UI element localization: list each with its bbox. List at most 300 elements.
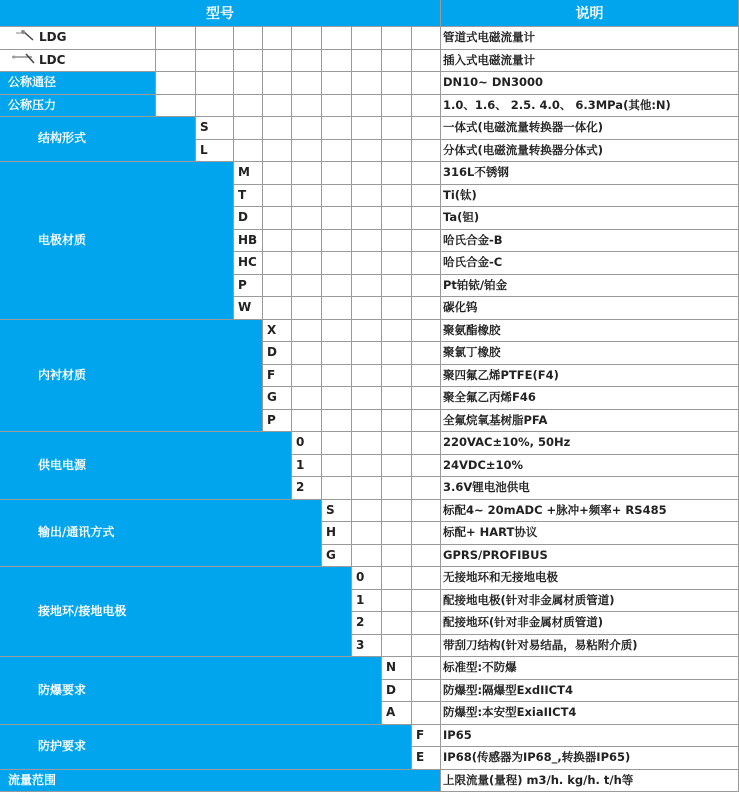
model-row-ldc	[0, 49, 155, 72]
grid-line-v	[411, 454, 412, 477]
grid-line-v	[411, 139, 412, 162]
grid-line-v	[411, 499, 412, 522]
grid-line-v	[321, 229, 322, 252]
grid-line-v	[440, 386, 441, 409]
group-label: 接地环/接地电极	[0, 566, 351, 656]
grid-line-v	[411, 341, 412, 364]
grid-line-v	[440, 431, 441, 454]
group-label: 供电电源	[0, 431, 291, 499]
option-description: 碳化钨	[443, 300, 478, 315]
grid-line-v	[411, 611, 412, 634]
grid-line-h	[291, 476, 739, 477]
description-header: 说明	[440, 0, 739, 26]
grid-line-v	[440, 746, 441, 769]
option-code[interactable]: E	[411, 746, 440, 769]
grid-line-v	[440, 341, 441, 364]
grid-line-h	[262, 341, 739, 342]
grid-line-h	[0, 724, 739, 725]
grid-line-v	[321, 251, 322, 274]
grid-line-v	[321, 364, 322, 387]
option-code[interactable]: D	[381, 679, 440, 702]
option-description: 24VDC±10%	[443, 457, 524, 472]
grid-line-v	[440, 296, 441, 319]
grid-line-v	[321, 341, 322, 364]
option-code[interactable]: HC	[233, 251, 440, 274]
grid-line-v	[381, 71, 382, 94]
model-code: LDG	[39, 30, 67, 45]
grid-line-v	[411, 206, 412, 229]
grid-line-h	[0, 769, 739, 770]
grid-line-v	[321, 139, 322, 162]
option-description: 聚氨酯橡胶	[443, 322, 501, 337]
option-description: 上限流量(量程) m3/h. kg/h. t/h等	[443, 772, 634, 787]
grid-line-v	[351, 229, 352, 252]
grid-line-v	[411, 184, 412, 207]
group-label: 结构形式	[0, 116, 195, 161]
grid-line-h	[0, 566, 739, 567]
model-code: LDC	[39, 52, 66, 67]
grid-line-v	[351, 184, 352, 207]
grid-line-v	[411, 566, 412, 589]
grid-line-v	[440, 589, 441, 612]
grid-line-v	[440, 116, 441, 139]
grid-line-v	[291, 229, 292, 252]
grid-line-v	[155, 94, 156, 117]
grid-line-v	[411, 634, 412, 657]
grid-line-v	[381, 116, 382, 139]
grid-line-v	[411, 94, 412, 117]
grid-line-v	[440, 364, 441, 387]
grid-line-v	[440, 476, 441, 499]
grid-line-v	[381, 499, 382, 522]
grid-line-v	[155, 26, 156, 49]
grid-line-v	[381, 544, 382, 567]
grid-line-v	[262, 49, 263, 72]
grid-line-v	[233, 49, 234, 72]
option-code[interactable]: L	[195, 139, 440, 162]
grid-line-v	[321, 296, 322, 319]
grid-line-v	[440, 274, 441, 297]
grid-line-v	[195, 71, 196, 94]
grid-line-h	[0, 26, 739, 27]
grid-line-v	[155, 49, 156, 72]
grid-line-v	[351, 139, 352, 162]
grid-line-v	[381, 206, 382, 229]
grid-line-h	[0, 71, 739, 72]
grid-line-v	[262, 274, 263, 297]
group-label: 防爆要求	[0, 656, 381, 724]
grid-line-v	[440, 454, 441, 477]
option-code[interactable]: HB	[233, 229, 440, 252]
grid-line-v	[381, 341, 382, 364]
grid-line-v	[381, 476, 382, 499]
group-label: 公称通径	[0, 71, 155, 94]
grid-line-v	[411, 26, 412, 49]
grid-line-v	[262, 116, 263, 139]
grid-line-v	[262, 71, 263, 94]
grid-line-v	[411, 476, 412, 499]
grid-line-v	[381, 611, 382, 634]
grid-line-v	[262, 26, 263, 49]
group-label: 电极材质	[0, 161, 233, 319]
grid-line-v	[381, 364, 382, 387]
group-label: 公称压力	[0, 94, 155, 117]
grid-line-v	[351, 476, 352, 499]
grid-line-v	[440, 656, 441, 679]
grid-line-v	[440, 769, 441, 792]
grid-line-v	[440, 701, 441, 724]
option-code[interactable]: P	[262, 409, 440, 432]
grid-line-v	[291, 161, 292, 184]
grid-line-v	[440, 71, 441, 94]
group-label: 内衬材质	[0, 319, 262, 432]
option-code[interactable]: S	[321, 499, 440, 522]
option-code[interactable]: D	[262, 341, 440, 364]
option-description: GPRS/PROFIBUS	[443, 547, 548, 562]
grid-line-v	[321, 454, 322, 477]
option-description: 哈氏合金-B	[443, 232, 503, 247]
option-description: 标准型:不防爆	[443, 660, 517, 675]
grid-line-v	[411, 679, 412, 702]
option-code[interactable]: S	[195, 116, 440, 139]
grid-line-v	[351, 431, 352, 454]
grid-line-v	[440, 0, 441, 26]
grid-line-v	[411, 701, 412, 724]
grid-line-v	[351, 364, 352, 387]
grid-line-v	[351, 251, 352, 274]
option-code[interactable]: 0	[291, 431, 440, 454]
grid-line-v	[291, 364, 292, 387]
grid-line-v	[233, 26, 234, 49]
grid-line-v	[351, 296, 352, 319]
grid-line-v	[321, 274, 322, 297]
grid-line-v	[291, 184, 292, 207]
option-code[interactable]: F	[262, 364, 440, 387]
grid-line-v	[440, 26, 441, 49]
grid-line-v	[411, 49, 412, 72]
grid-line-h	[381, 679, 739, 680]
grid-line-v	[440, 611, 441, 634]
grid-line-h	[233, 274, 739, 275]
grid-line-v	[381, 409, 382, 432]
grid-line-v	[351, 274, 352, 297]
grid-line-v	[262, 139, 263, 162]
grid-line-v	[411, 116, 412, 139]
grid-line-v	[262, 251, 263, 274]
grid-line-v	[321, 319, 322, 342]
grid-line-v	[440, 229, 441, 252]
grid-line-v	[440, 319, 441, 342]
grid-line-v	[291, 94, 292, 117]
grid-line-v	[381, 49, 382, 72]
grid-line-v	[440, 161, 441, 184]
grid-line-v	[291, 251, 292, 274]
grid-line-v	[440, 724, 441, 747]
grid-line-v	[381, 229, 382, 252]
grid-line-v	[155, 71, 156, 94]
grid-line-v	[351, 521, 352, 544]
grid-line-h	[0, 656, 739, 657]
option-code[interactable]: 3	[351, 634, 440, 657]
grid-line-v	[411, 386, 412, 409]
option-description: 聚氯丁橡胶	[443, 345, 501, 360]
grid-line-v	[351, 161, 352, 184]
option-description: 220VAC±10%, 50Hz	[443, 435, 571, 450]
grid-line-v	[381, 634, 382, 657]
grid-line-v	[321, 184, 322, 207]
option-code[interactable]: 1	[351, 589, 440, 612]
grid-line-h	[321, 521, 739, 522]
option-description: 配接地环(针对非金属材质管道)	[443, 615, 604, 630]
grid-line-v	[233, 94, 234, 117]
grid-line-v	[411, 409, 412, 432]
option-description: IP65	[443, 727, 472, 742]
group-label: 防护要求	[0, 724, 411, 769]
grid-line-v	[351, 499, 352, 522]
grid-line-h	[0, 319, 739, 320]
grid-line-v	[411, 161, 412, 184]
option-code[interactable]: A	[381, 701, 440, 724]
option-description: 标配+ HART协议	[443, 525, 538, 540]
grid-line-v	[351, 26, 352, 49]
option-description: 带刮刀结构(针对易结晶，易粘附介质)	[443, 637, 638, 652]
grid-line-v	[381, 139, 382, 162]
option-description: 哈氏合金-C	[443, 255, 503, 270]
option-code[interactable]: 2	[351, 611, 440, 634]
grid-line-v	[351, 94, 352, 117]
grid-line-h	[0, 94, 739, 95]
grid-line-v	[321, 49, 322, 72]
grid-line-v	[381, 589, 382, 612]
option-description: 全氟烷氧基树脂PFA	[443, 412, 548, 427]
grid-line-v	[411, 296, 412, 319]
grid-line-v	[233, 71, 234, 94]
grid-line-v	[411, 589, 412, 612]
grid-line-v	[440, 679, 441, 702]
option-code[interactable]: N	[381, 656, 440, 679]
option-code[interactable]: D	[233, 206, 440, 229]
grid-line-v	[381, 566, 382, 589]
insertion-probe-icon	[6, 51, 36, 68]
grid-line-v	[381, 94, 382, 117]
grid-line-v	[233, 116, 234, 139]
grid-line-v	[351, 544, 352, 567]
option-code[interactable]: 1	[291, 454, 440, 477]
option-code[interactable]: X	[262, 319, 440, 342]
grid-line-v	[321, 206, 322, 229]
grid-line-v	[321, 386, 322, 409]
grid-line-v	[411, 521, 412, 544]
grid-line-v	[411, 364, 412, 387]
grid-line-v	[440, 94, 441, 117]
grid-line-h	[233, 229, 739, 230]
grid-line-v	[291, 49, 292, 72]
grid-line-h	[233, 184, 739, 185]
grid-line-h	[195, 139, 739, 140]
grid-line-v	[351, 409, 352, 432]
option-description: 3.6V锂电池供电	[443, 480, 530, 495]
grid-line-h	[351, 611, 739, 612]
option-code[interactable]: 0	[351, 566, 440, 589]
grid-line-v	[440, 251, 441, 274]
grid-line-v	[291, 296, 292, 319]
grid-line-v	[440, 139, 441, 162]
option-code[interactable]: G	[262, 386, 440, 409]
grid-line-v	[291, 274, 292, 297]
grid-line-v	[233, 139, 234, 162]
option-code[interactable]: G	[321, 544, 440, 567]
grid-line-h	[0, 431, 739, 432]
model-description: 管道式电磁流量计	[443, 30, 535, 45]
option-code[interactable]: 2	[291, 476, 440, 499]
grid-line-v	[195, 49, 196, 72]
option-description: 316L不锈钢	[443, 165, 509, 180]
grid-line-h	[233, 296, 739, 297]
grid-line-v	[381, 161, 382, 184]
option-code[interactable]: W	[233, 296, 440, 319]
option-description: 防爆型:隔爆型ExdIICT4	[443, 682, 573, 697]
grid-line-v	[440, 634, 441, 657]
option-description: Ti(钛)	[443, 187, 477, 202]
grid-line-v	[411, 431, 412, 454]
pipe-sensor-icon	[6, 29, 36, 46]
grid-line-v	[381, 296, 382, 319]
grid-line-h	[262, 409, 739, 410]
grid-line-v	[381, 184, 382, 207]
grid-line-h	[262, 386, 739, 387]
grid-line-v	[291, 341, 292, 364]
grid-line-v	[351, 386, 352, 409]
grid-line-v	[411, 71, 412, 94]
model-header: 型号	[0, 0, 440, 26]
option-code[interactable]: H	[321, 521, 440, 544]
grid-line-v	[411, 251, 412, 274]
grid-line-v	[351, 341, 352, 364]
grid-line-v	[440, 499, 441, 522]
grid-line-v	[381, 319, 382, 342]
grid-line-v	[262, 229, 263, 252]
option-description: 无接地环和无接地电极	[443, 570, 558, 585]
grid-line-h	[0, 499, 739, 500]
grid-line-v	[291, 319, 292, 342]
grid-line-v	[440, 206, 441, 229]
grid-line-v	[351, 319, 352, 342]
grid-line-v	[411, 656, 412, 679]
grid-line-v	[351, 206, 352, 229]
grid-line-v	[321, 431, 322, 454]
grid-line-v	[321, 409, 322, 432]
grid-line-h	[0, 49, 739, 50]
grid-line-v	[321, 116, 322, 139]
grid-line-v	[440, 49, 441, 72]
option-description: 一体式(电磁流量转换器一体化)	[443, 120, 604, 135]
model-description: 插入式电磁流量计	[443, 52, 535, 67]
grid-line-v	[262, 206, 263, 229]
group-label: 输出/通讯方式	[0, 499, 321, 567]
option-description: 配接地电极(针对非金属材质管道)	[443, 592, 615, 607]
grid-line-v	[381, 251, 382, 274]
grid-line-v	[351, 116, 352, 139]
option-code[interactable]: P	[233, 274, 440, 297]
option-code[interactable]: F	[411, 724, 440, 747]
grid-line-h	[0, 791, 739, 792]
grid-line-v	[351, 454, 352, 477]
option-description: 防爆型:本安型ExiaIICT4	[443, 705, 577, 720]
option-description: 聚全氟乙丙烯F46	[443, 390, 536, 405]
option-description: 1.0、1.6、 2.5. 4.0、 6.3MPa(其他:N)	[443, 97, 671, 112]
grid-line-v	[291, 139, 292, 162]
grid-line-v	[440, 521, 441, 544]
grid-line-v	[440, 566, 441, 589]
grid-line-v	[381, 454, 382, 477]
option-code[interactable]: T	[233, 184, 440, 207]
option-description: DN10~ DN3000	[443, 75, 543, 90]
grid-line-v	[291, 386, 292, 409]
grid-line-v	[321, 71, 322, 94]
option-description: Ta(钽)	[443, 210, 480, 225]
grid-line-h	[0, 116, 739, 117]
option-description: 分体式(电磁流量转换器分体式)	[443, 142, 604, 157]
option-description: Pt铂铱/铂金	[443, 277, 508, 292]
grid-line-h	[233, 251, 739, 252]
group-label: 流量范围	[0, 769, 440, 792]
model-row-ldg	[0, 26, 155, 49]
grid-line-v	[381, 274, 382, 297]
grid-line-v	[411, 274, 412, 297]
grid-line-v	[411, 544, 412, 567]
option-description: 标配4~ 20mADC +脉冲+频率+ RS485	[443, 502, 667, 517]
grid-line-v	[381, 431, 382, 454]
grid-line-v	[291, 71, 292, 94]
grid-line-v	[321, 94, 322, 117]
grid-line-v	[262, 94, 263, 117]
grid-line-v	[195, 94, 196, 117]
grid-line-v	[262, 296, 263, 319]
grid-line-v	[381, 26, 382, 49]
grid-line-h	[0, 161, 739, 162]
grid-line-v	[411, 319, 412, 342]
grid-line-h	[351, 589, 739, 590]
option-description: IP68(传感器为IP68_,转换器IP65)	[443, 750, 631, 765]
grid-line-v	[381, 521, 382, 544]
grid-line-h	[381, 701, 739, 702]
grid-line-v	[351, 49, 352, 72]
option-code[interactable]: M	[233, 161, 440, 184]
grid-line-h	[411, 746, 739, 747]
grid-line-v	[291, 409, 292, 432]
grid-line-v	[291, 116, 292, 139]
grid-line-h	[291, 454, 739, 455]
grid-line-h	[351, 634, 739, 635]
grid-line-v	[411, 229, 412, 252]
grid-line-v	[291, 26, 292, 49]
grid-line-v	[195, 26, 196, 49]
grid-line-v	[321, 161, 322, 184]
grid-line-v	[321, 26, 322, 49]
grid-line-h	[262, 364, 739, 365]
grid-line-v	[440, 544, 441, 567]
grid-line-v	[440, 409, 441, 432]
grid-line-v	[440, 184, 441, 207]
grid-line-v	[321, 476, 322, 499]
grid-line-v	[291, 206, 292, 229]
grid-line-v	[262, 184, 263, 207]
option-description: 聚四氟乙烯PTFE(F4)	[443, 367, 559, 382]
grid-line-h	[233, 206, 739, 207]
grid-line-h	[321, 544, 739, 545]
grid-line-v	[381, 386, 382, 409]
grid-line-v	[262, 161, 263, 184]
